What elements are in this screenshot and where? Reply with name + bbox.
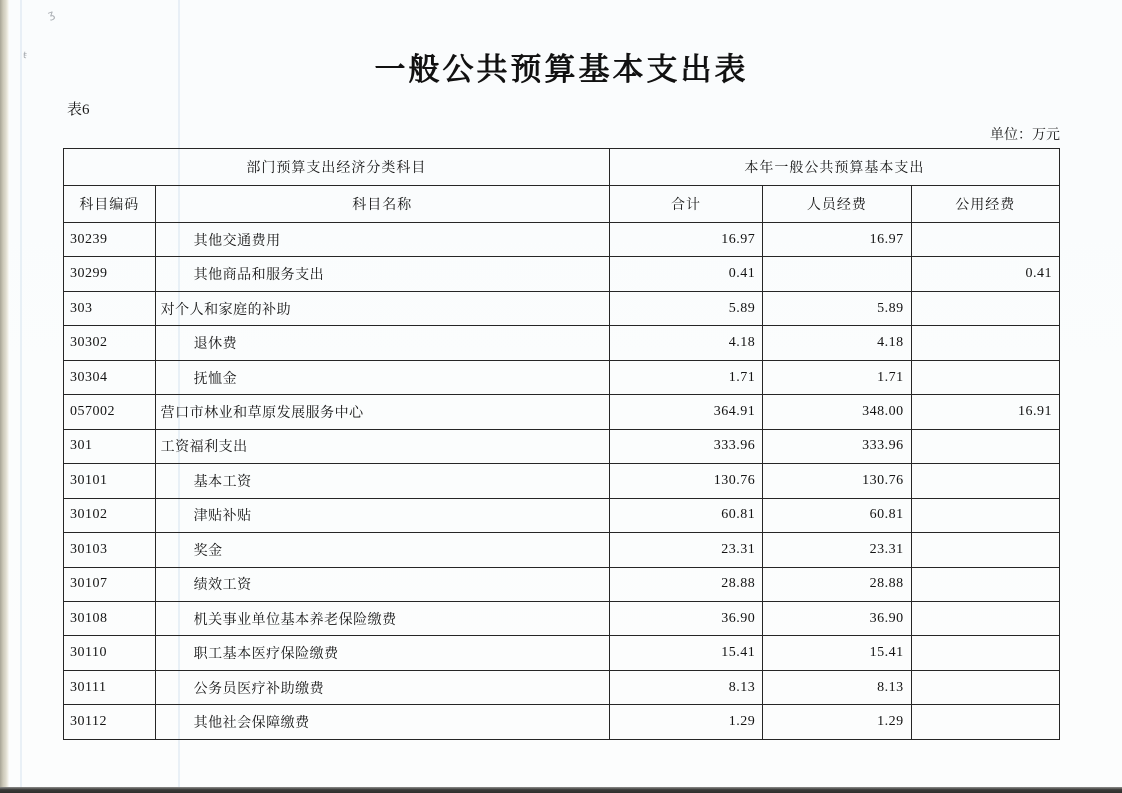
subject-code-cell: 30304 [64, 360, 156, 394]
total-value-cell: 5.89 [609, 291, 762, 325]
subject-name-cell: 津贴补贴 [155, 498, 609, 532]
header-columns-row [64, 186, 1060, 223]
subject-name-cell: 公务员医疗补助缴费 [155, 670, 609, 704]
table-row [64, 429, 1060, 463]
personnel-funds-cell [763, 257, 911, 291]
public-funds-cell [911, 429, 1059, 463]
total-value-cell: 1.29 [609, 705, 762, 740]
personnel-funds-cell: 36.90 [763, 601, 911, 635]
header-group-row [64, 149, 1060, 186]
subject-name-cell: 对个人和家庭的补助 [155, 291, 609, 325]
scanner-left-edge [0, 0, 9, 793]
subject-code-cell: 30102 [64, 498, 156, 532]
subject-name-cell: 绩效工资 [155, 567, 609, 601]
subject-code-cell: 30112 [64, 705, 156, 740]
table-header [64, 149, 1060, 223]
public-funds-cell [911, 636, 1059, 670]
header-group-current-year-expenditure: 本年一般公共预算基本支出 [609, 149, 1059, 186]
header-group-economic-classification: 部门预算支出经济分类科目 [64, 149, 610, 186]
table-row [64, 326, 1060, 360]
table-row [64, 533, 1060, 567]
personnel-funds-cell: 5.89 [763, 291, 911, 325]
table-row [64, 360, 1060, 394]
subject-code-cell: 30299 [64, 257, 156, 291]
total-value-cell: 28.88 [609, 567, 762, 601]
column-header-total: 合计 [609, 186, 762, 223]
public-funds-cell [911, 360, 1059, 394]
total-value-cell: 0.41 [609, 257, 762, 291]
pencil-mark: ŧ [22, 50, 28, 62]
personnel-funds-cell: 28.88 [763, 567, 911, 601]
total-value-cell: 1.71 [609, 360, 762, 394]
scanner-bottom-edge [0, 787, 1122, 793]
table-body [64, 223, 1060, 740]
table-number-label: 表6 [67, 102, 90, 118]
page-title: 一般公共预算基本支出表 [374, 52, 749, 87]
table-row [64, 705, 1060, 740]
public-funds-cell [911, 223, 1059, 257]
total-value-cell: 333.96 [609, 429, 762, 463]
personnel-funds-cell: 130.76 [763, 464, 911, 498]
total-value-cell: 4.18 [609, 326, 762, 360]
personnel-funds-cell: 348.00 [763, 395, 911, 429]
public-funds-cell [911, 533, 1059, 567]
subject-name-cell: 抚恤金 [155, 360, 609, 394]
subject-code-cell: 30103 [64, 533, 156, 567]
total-value-cell: 8.13 [609, 670, 762, 704]
table-row [64, 395, 1060, 429]
column-header-subject-code: 科目编码 [64, 186, 156, 223]
subject-code-cell: 303 [64, 291, 156, 325]
subject-name-cell: 营口市林业和草原发展服务中心 [155, 395, 609, 429]
subject-code-cell: 30108 [64, 601, 156, 635]
personnel-funds-cell: 23.31 [763, 533, 911, 567]
column-header-public-funds: 公用经费 [911, 186, 1059, 223]
table-row [64, 257, 1060, 291]
personnel-funds-cell: 8.13 [763, 670, 911, 704]
total-value-cell: 130.76 [609, 464, 762, 498]
total-value-cell: 16.97 [609, 223, 762, 257]
subject-name-cell: 其他商品和服务支出 [155, 257, 609, 291]
public-funds-cell [911, 291, 1059, 325]
table-row [64, 498, 1060, 532]
budget-expenditure-table [63, 148, 1060, 740]
paper-fold-line [20, 0, 22, 787]
public-funds-cell [911, 567, 1059, 601]
table-row [64, 636, 1060, 670]
unit-label: 单位：万元 [990, 128, 1060, 143]
personnel-funds-cell: 1.29 [763, 705, 911, 740]
subject-code-cell: 30302 [64, 326, 156, 360]
public-funds-cell [911, 601, 1059, 635]
total-value-cell: 364.91 [609, 395, 762, 429]
public-funds-cell [911, 705, 1059, 740]
subject-name-cell: 工资福利支出 [155, 429, 609, 463]
public-funds-cell: 0.41 [911, 257, 1059, 291]
public-funds-cell [911, 464, 1059, 498]
subject-code-cell: 30239 [64, 223, 156, 257]
public-funds-cell [911, 498, 1059, 532]
total-value-cell: 60.81 [609, 498, 762, 532]
pencil-mark: ʒ [45, 7, 57, 22]
subject-name-cell: 基本工资 [155, 464, 609, 498]
subject-name-cell: 其他交通费用 [155, 223, 609, 257]
subject-name-cell: 退休费 [155, 326, 609, 360]
subject-name-cell: 奖金 [155, 533, 609, 567]
total-value-cell: 15.41 [609, 636, 762, 670]
subject-code-cell: 30111 [64, 670, 156, 704]
personnel-funds-cell: 16.97 [763, 223, 911, 257]
personnel-funds-cell: 15.41 [763, 636, 911, 670]
table-row [64, 291, 1060, 325]
subject-code-cell: 057002 [64, 395, 156, 429]
table-row [64, 567, 1060, 601]
subject-code-cell: 30110 [64, 636, 156, 670]
table-row [64, 670, 1060, 704]
personnel-funds-cell: 1.71 [763, 360, 911, 394]
personnel-funds-cell: 60.81 [763, 498, 911, 532]
column-header-personnel-funds: 人员经费 [763, 186, 911, 223]
table-row [64, 223, 1060, 257]
subject-code-cell: 301 [64, 429, 156, 463]
subject-code-cell: 30107 [64, 567, 156, 601]
table-row [64, 464, 1060, 498]
column-header-subject-name: 科目名称 [155, 186, 609, 223]
subject-name-cell: 机关事业单位基本养老保险缴费 [155, 601, 609, 635]
total-value-cell: 23.31 [609, 533, 762, 567]
subject-name-cell: 职工基本医疗保险缴费 [155, 636, 609, 670]
public-funds-cell [911, 670, 1059, 704]
table-row [64, 601, 1060, 635]
personnel-funds-cell: 333.96 [763, 429, 911, 463]
personnel-funds-cell: 4.18 [763, 326, 911, 360]
public-funds-cell [911, 326, 1059, 360]
subject-code-cell: 30101 [64, 464, 156, 498]
subject-name-cell: 其他社会保障缴费 [155, 705, 609, 740]
total-value-cell: 36.90 [609, 601, 762, 635]
public-funds-cell: 16.91 [911, 395, 1059, 429]
